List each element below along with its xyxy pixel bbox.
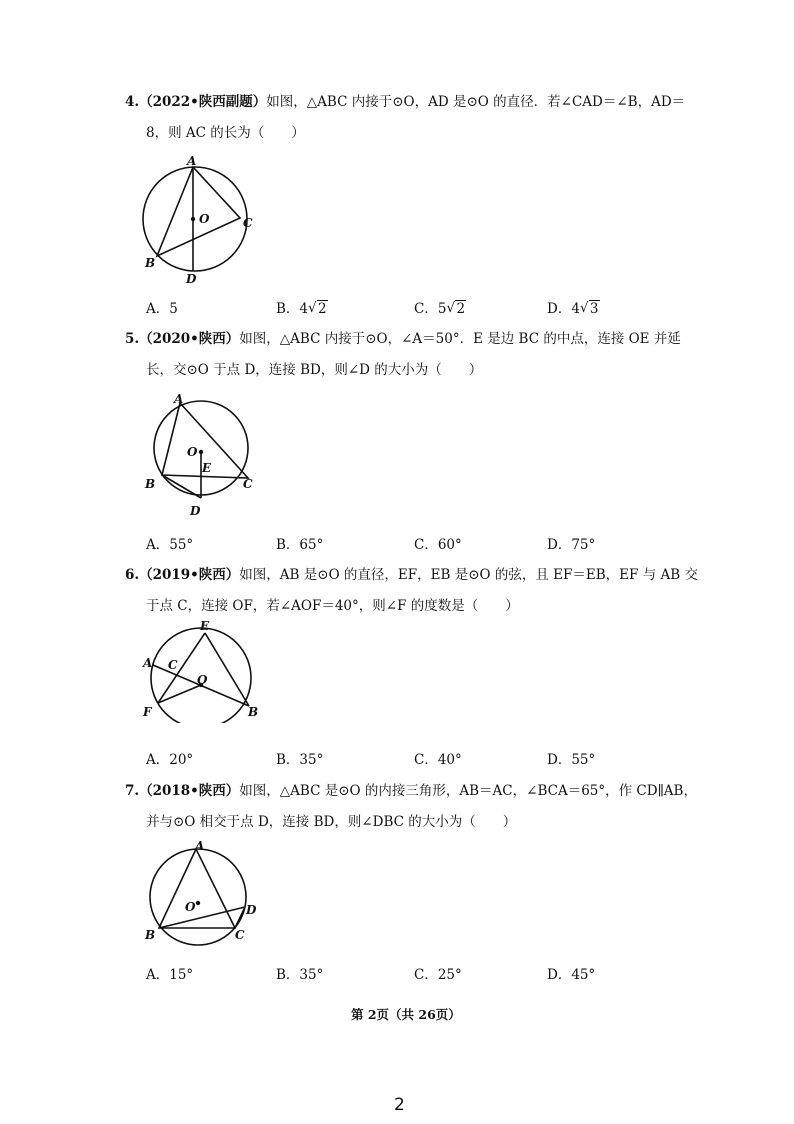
q5-label-b: B	[145, 477, 156, 491]
q4-label-o: O	[199, 212, 210, 226]
q6-label-o: O	[197, 673, 208, 687]
q4-label-b: B	[145, 256, 156, 270]
q5-label-e: E	[202, 461, 212, 475]
q5-option-c[interactable]: C．60°	[414, 537, 462, 553]
q6-line2	[146, 597, 519, 615]
q5-center-dot	[199, 450, 203, 454]
q4-figure	[135, 150, 265, 290]
q5-figure	[140, 390, 260, 520]
page-number: 2	[394, 1095, 405, 1115]
q7-line2	[146, 813, 516, 831]
q7-label-a: A	[195, 840, 205, 853]
q7-stem-line1: 如图，△ABC 是⊙O 的内接三角形，AB＝AC，∠BCA＝65°，作 CD∥AB，	[239, 783, 697, 799]
q5-line1	[125, 330, 681, 348]
q4-center-dot	[191, 217, 195, 221]
q7-segment-cd	[235, 907, 245, 928]
q4-option-c[interactable]: C．5√ 2	[414, 300, 466, 318]
q6-label-c: C	[168, 658, 178, 672]
q5-label-d: D	[190, 504, 201, 518]
q6-label-e: E	[200, 619, 210, 633]
q4-option-d[interactable]: D．4√ 3	[547, 300, 600, 318]
q6-option-c[interactable]: C．40°	[414, 752, 462, 768]
q5-number: 5.	[125, 331, 140, 347]
q7-label-c: C	[235, 928, 245, 942]
q4-number: 4.	[125, 94, 140, 110]
q7-label-d: D	[246, 903, 257, 917]
q4-source: （2022•陕西副题）	[139, 94, 267, 110]
q7-option-d[interactable]: D．45°	[547, 967, 596, 983]
q6-line1	[125, 566, 698, 584]
q6-option-a[interactable]: A．20°	[146, 752, 194, 768]
q5-label-o: O	[187, 445, 198, 459]
q5-stem-line2: 长，交⊙O 于点 D，连接 BD，则∠D 的大小为（ ）	[146, 362, 483, 378]
q7-label-o: O	[185, 900, 196, 914]
q7-line1	[125, 782, 697, 800]
q7-segment-bd	[159, 907, 245, 928]
q7-option-a[interactable]: A．15°	[146, 967, 194, 983]
q5-label-a: A	[174, 392, 184, 406]
q5-option-a[interactable]: A．55°	[146, 537, 194, 553]
q6-label-a: A	[143, 656, 153, 670]
page-footer: 第 2页（共 26页）	[351, 1007, 461, 1022]
q6-stem-line2: 于点 C，连接 OF，若∠AOF＝40°，则∠F 的度数是（ ）	[146, 598, 519, 614]
q5-label-c: C	[243, 477, 253, 491]
q5-option-b[interactable]: B．65°	[276, 537, 324, 553]
q4-label-d: D	[186, 272, 197, 286]
q6-label-b: B	[248, 705, 259, 719]
q7-option-c[interactable]: C．25°	[414, 967, 462, 983]
q6-chord-eb	[205, 633, 249, 706]
q5-option-d[interactable]: D．75°	[547, 537, 596, 553]
q6-figure	[138, 618, 263, 723]
q6-option-b[interactable]: B．35°	[276, 752, 324, 768]
sqrt-symbol: √ 2	[446, 300, 466, 318]
q7-circle	[150, 849, 246, 945]
q4-option-b[interactable]: B．4√ 2	[276, 300, 328, 318]
sqrt-symbol: √ 2	[308, 300, 328, 318]
q4-label-c: C	[243, 216, 253, 230]
q4-option-a[interactable]: A．5	[146, 301, 178, 317]
q6-source: （2019•陕西）	[139, 567, 240, 583]
q7-stem-line2: 并与⊙O 相交于点 D，连接 BD，则∠DBC 的大小为（ ）	[146, 814, 517, 830]
q7-center-dot	[196, 901, 200, 905]
q5-segment-bd	[162, 475, 201, 498]
q4-line1	[125, 93, 685, 111]
q7-option-b[interactable]: B．35°	[276, 967, 324, 983]
q4-stem-line2: 8，则 AC 的长为（ ）	[146, 125, 305, 141]
q5-source: （2020•陕西）	[139, 331, 240, 347]
q6-number: 6.	[125, 567, 140, 583]
q7-label-b: B	[145, 928, 156, 942]
q6-stem-line1: 如图，AB 是⊙O 的直径，EF，EB 是⊙O 的弦，且 EF＝EB，EF 与 AB 交	[239, 567, 698, 583]
q6-option-d[interactable]: D．55°	[547, 752, 596, 768]
q5-stem-line1: 如图，△ABC 内接于⊙O，∠A＝50°．E 是边 BC 的中点，连接 OE 并延	[239, 331, 681, 347]
q5-line2	[146, 361, 482, 379]
q7-figure	[140, 840, 270, 950]
q4-label-a: A	[187, 154, 197, 168]
q6-label-f: F	[143, 705, 152, 719]
q4-stem-line1: 如图，△ABC 内接于⊙O，AD 是⊙O 的直径．若∠CAD＝∠B，AD＝	[266, 94, 686, 110]
q7-source: （2018•陕西）	[139, 783, 240, 799]
q4-line2	[146, 124, 305, 142]
sqrt-symbol: √ 3	[580, 300, 600, 318]
q7-number: 7.	[125, 783, 140, 799]
q7-triangle-abc	[159, 849, 235, 928]
